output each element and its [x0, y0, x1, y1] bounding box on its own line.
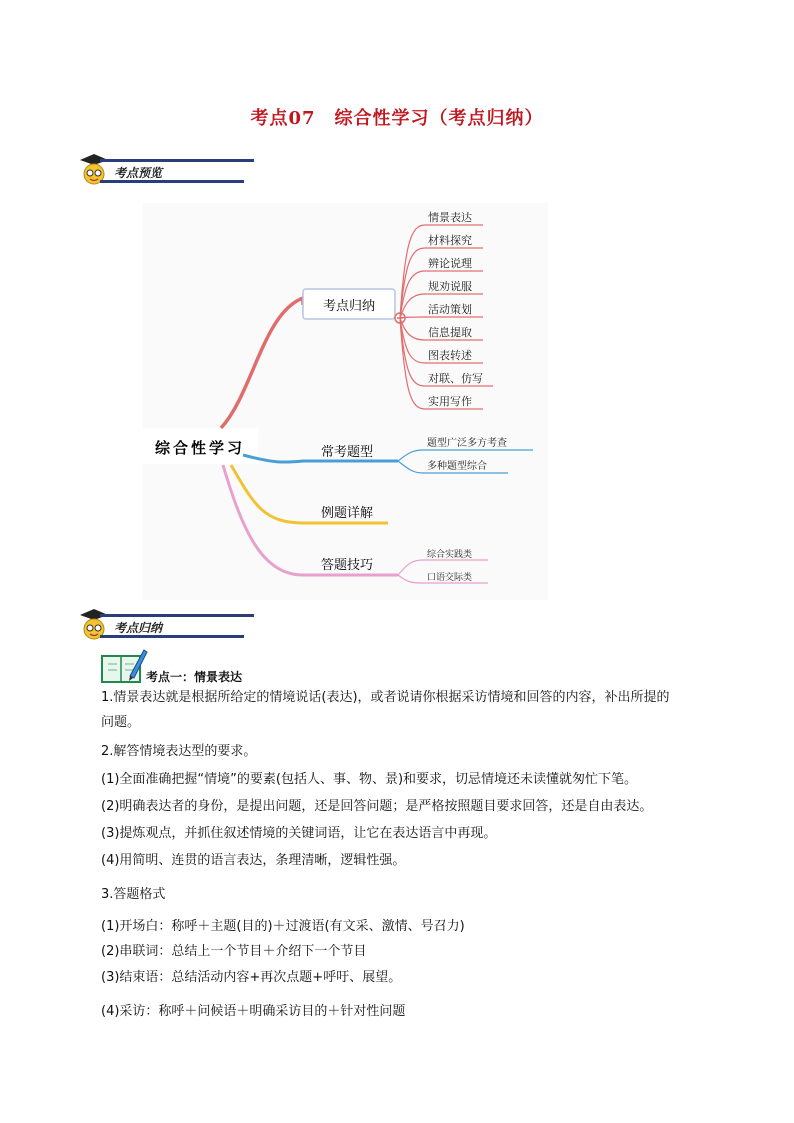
- paragraph-2-2: (2)明确表达者的身份，是提出问题，还是回答问题；是严格按照题目要求回答，还是自由表达。: [101, 799, 653, 814]
- paragraph-3-3: (3)结束语：总结活动内容+再次点题+呼吁、展望。: [101, 970, 402, 985]
- paragraph-3-2: (2)串联词：总结上一个节目＋介绍下一个节目: [101, 944, 367, 959]
- leaf-1: 情景表达: [428, 211, 472, 224]
- branch-liti: 例题详解: [321, 506, 374, 521]
- leaf-dati-1: 综合实践类: [427, 550, 473, 560]
- paragraph-2-4: (4)用简明、连贯的语言表达，条理清晰，逻辑性强。: [101, 853, 406, 868]
- paragraph-1-line1: 1.情景表达就是根据所给定的情境说话(表达)，或者说请你根据采访情境和回答的内容，补出所提的: [101, 690, 670, 705]
- leaf-6: 信息提取: [428, 326, 472, 339]
- paragraph-3-1: (1)开场白：称呼＋主题(目的)＋过渡语(有文采、激情、号召力): [101, 919, 465, 934]
- section-label: 考点预览: [114, 166, 163, 180]
- book-pen-icon: [100, 646, 148, 686]
- paragraph-2-3: (3)提炼观点，并抓住叙述情境的关键词语，让它在表达语言中再现。: [101, 826, 497, 841]
- leaf-8: 对联、仿写: [428, 372, 483, 385]
- leaf-4: 规劝说服: [428, 280, 472, 293]
- paragraph-2: 2.解答情境表达型的要求。: [101, 744, 257, 759]
- leaf-9: 实用写作: [428, 395, 472, 408]
- kaodian-1-title: 考点一：情景表达: [146, 670, 243, 684]
- section-header-preview: [74, 152, 224, 188]
- mindmap: [143, 203, 548, 600]
- paragraph-3-4: (4)采访：称呼＋问候语＋明确采访目的＋针对性问题: [101, 1004, 406, 1019]
- branch-kaodian: 考点归纳: [322, 299, 376, 314]
- page-title: 考点07 综合性学习（考点归纳）: [250, 108, 544, 129]
- paragraph-1-line2: 问题。: [101, 715, 141, 730]
- branch-changkao: 常考题型: [321, 445, 374, 460]
- branch-dati: 答题技巧: [321, 558, 374, 573]
- section-header-summary: [74, 607, 224, 643]
- leaf-2: 材料探究: [428, 234, 472, 247]
- paragraph-3: 3.答题格式: [101, 887, 166, 902]
- section-label: 考点归纳: [114, 621, 163, 635]
- leaf-tixing-1: 题型广泛多方考查: [427, 438, 507, 449]
- leaf-5: 活动策划: [428, 303, 472, 316]
- leaf-dati-2: 口语交际类: [427, 573, 473, 583]
- paragraph-2-1: (1)全面准确把握“情境”的要素(包括人、事、物、景)和要求，切忌情境还未读懂就匆忙下笔。: [101, 772, 638, 787]
- leaf-tixing-2: 多种题型综合: [427, 461, 487, 472]
- leaf-7: 图表转述: [428, 349, 472, 362]
- leaf-3: 辨论说理: [428, 257, 472, 270]
- mindmap-root: 综合性学习: [154, 439, 246, 457]
